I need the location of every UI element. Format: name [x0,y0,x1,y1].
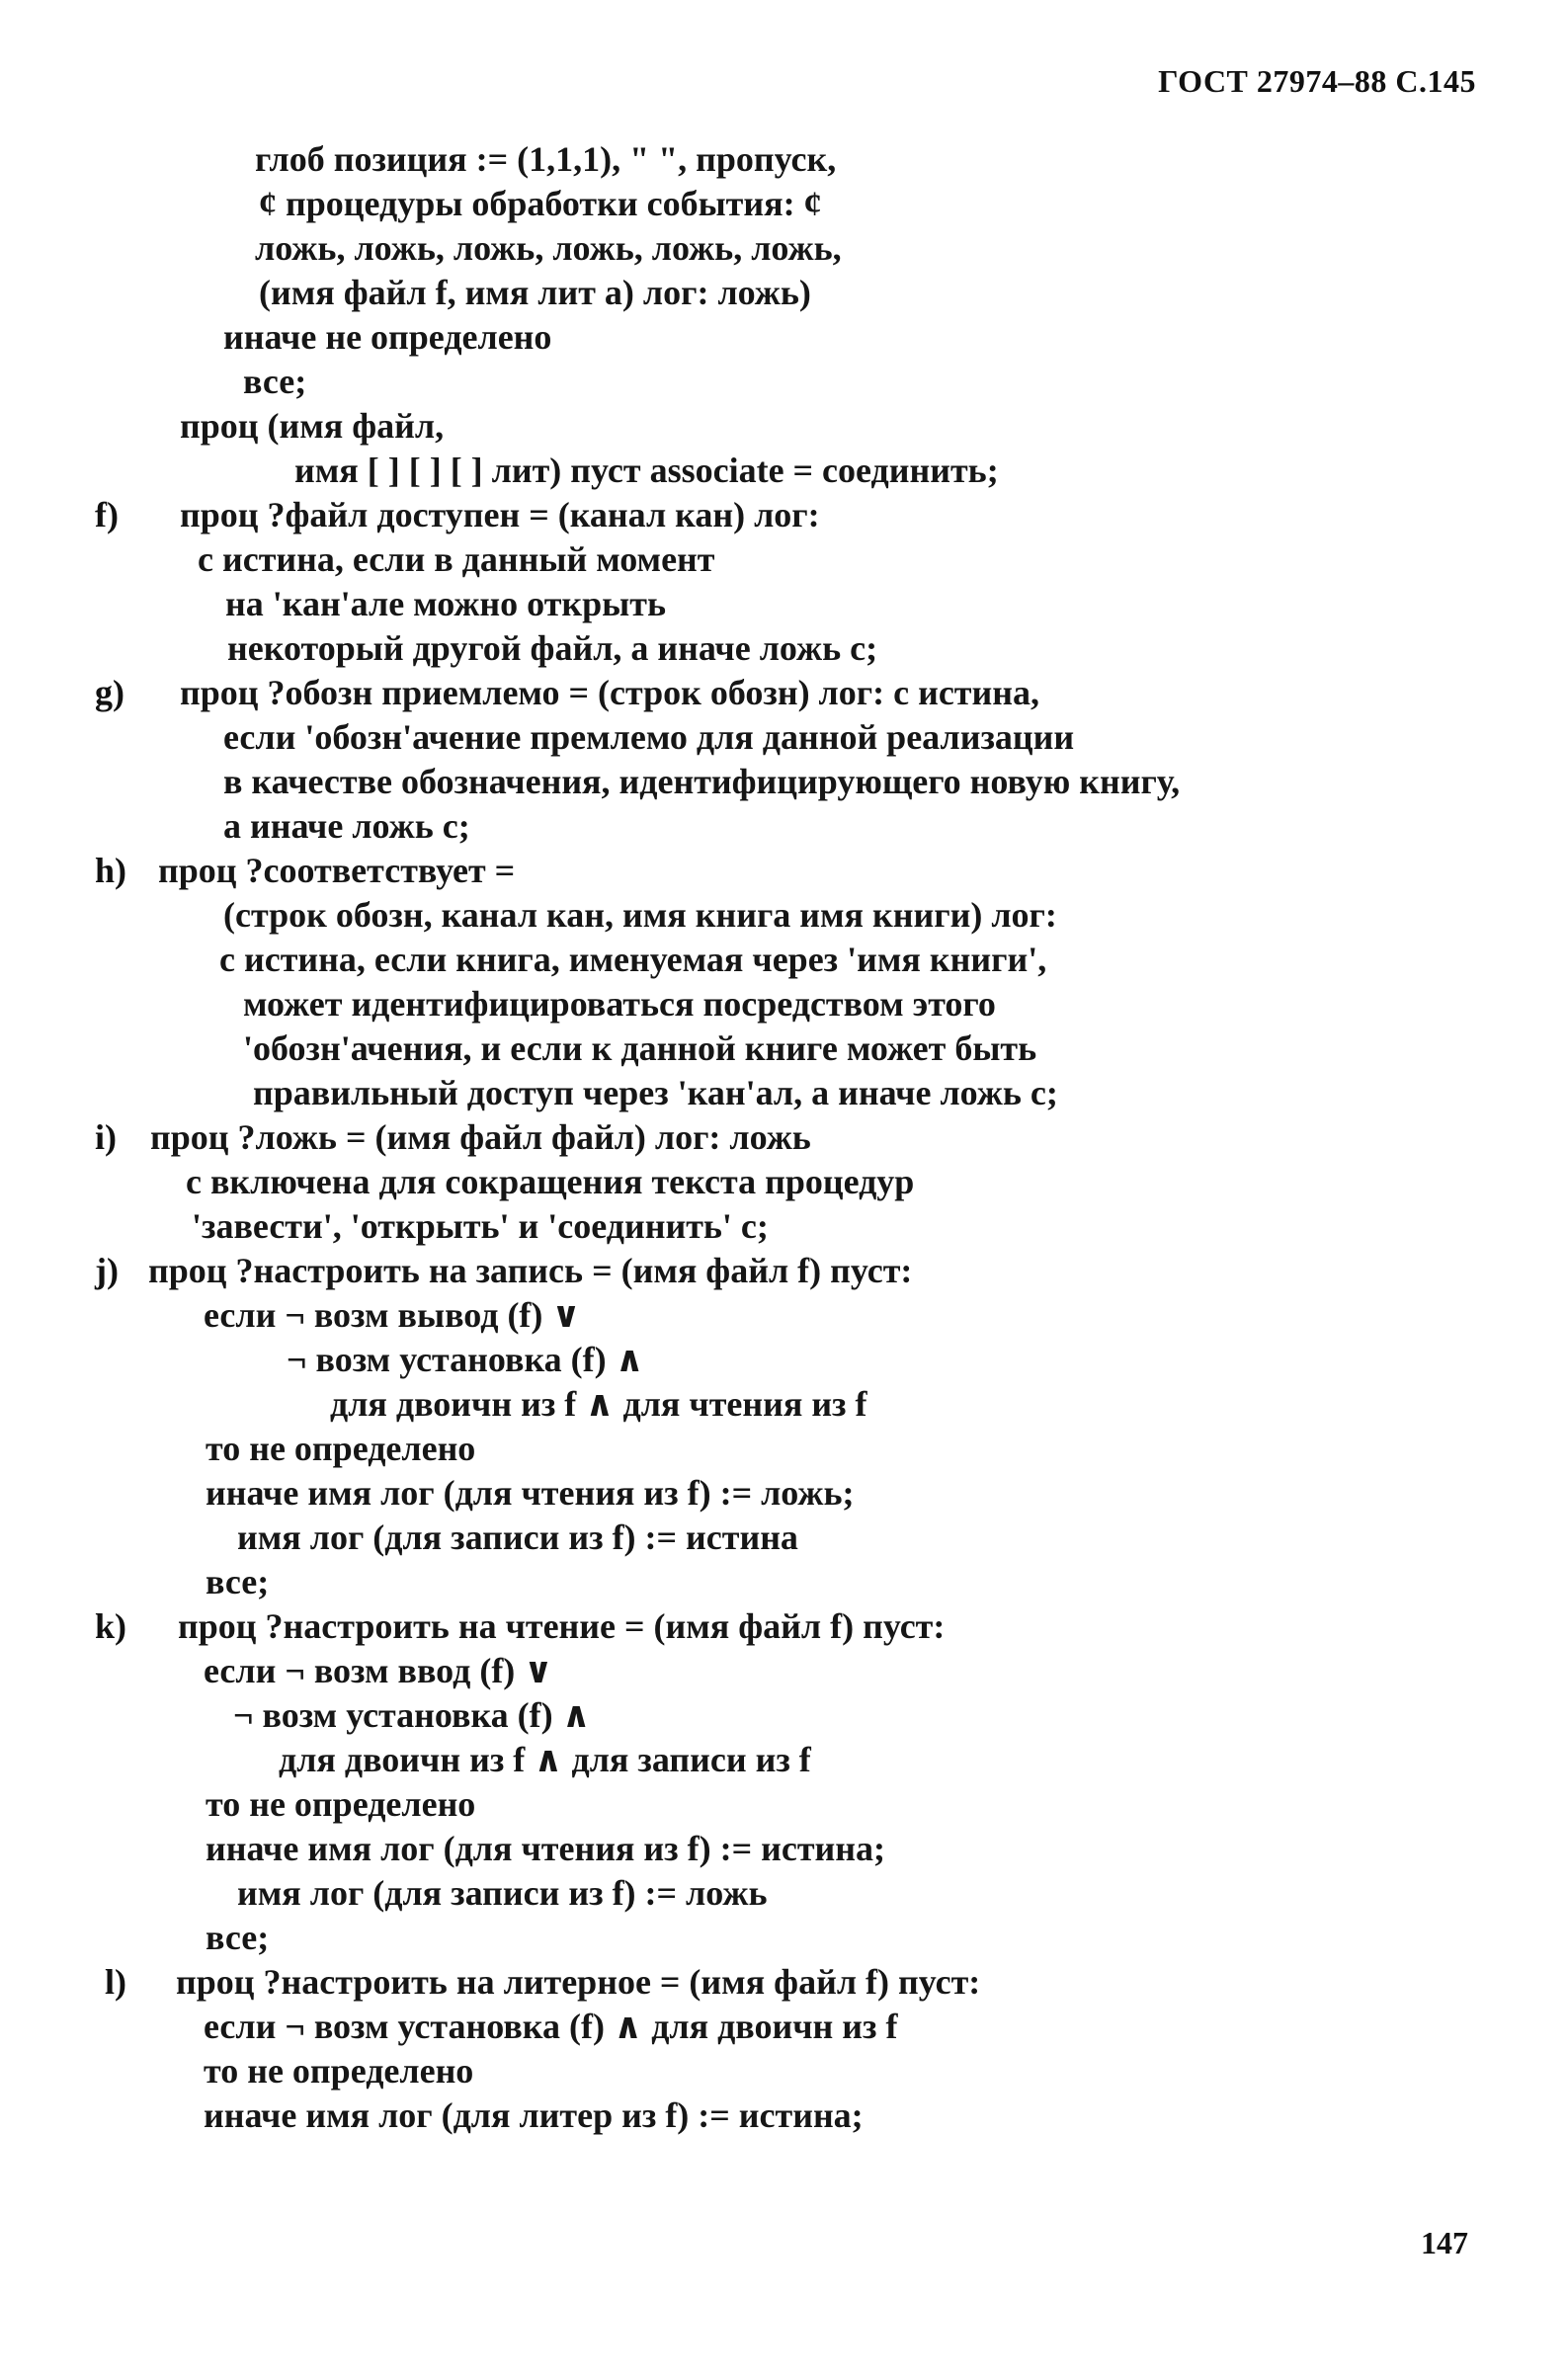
code-line: имя лог (для записи из f) := истина [237,1518,798,1557]
code-line: имя [ ] [ ] [ ] лит) пуст associate = соединить; [294,451,999,490]
code-line: проц ?настроить на запись = (имя файл f) пуст: [148,1251,913,1290]
item-marker: j) [95,1251,119,1290]
code-line: 'завести', 'открыть' и 'соединить' с; [192,1206,769,1246]
code-line: если 'обозн'ачение премлемо для данной реализации [223,717,1075,757]
code-line: если ¬ возм вывод (f) ∨ [204,1295,581,1335]
code-line: иначе имя лог (для чтения из f) := ложь; [206,1473,855,1513]
item-marker: i) [95,1117,117,1157]
code-line: имя лог (для записи из f) := ложь [237,1873,768,1913]
code-line: проц ?настроить на чтение = (имя файл f) пуст: [178,1606,946,1646]
code-line: проц ?настроить на литерное = (имя файл f) пуст: [176,1962,981,2002]
code-line: то не определено [206,1429,476,1468]
code-line: глоб позиция := (1,1,1), " ", пропуск, [255,139,837,179]
page-number: 147 [1421,2225,1468,2260]
code-line: с истина, если в данный момент [198,539,715,579]
code-line: с включена для сокращения текста процедур [186,1162,915,1201]
code-line: то не определено [204,2051,474,2091]
code-line: 'обозн'ачения, и если к данной книге может быть [243,1028,1037,1068]
code-line: проц (имя файл, [180,406,445,446]
page-header: ГОСТ 27974–88 С.145 [1158,63,1476,99]
code-line: все; [243,362,307,401]
code-line: проц ?файл доступен = (канал кан) лог: [180,495,820,534]
code-line: а иначе ложь с; [223,806,470,846]
code-line: (имя файл f, имя лит а) лог: ложь) [259,273,811,312]
code-line: ложь, ложь, ложь, ложь, ложь, ложь, [255,228,842,268]
item-marker: g) [95,673,124,712]
code-line: иначе имя лог (для чтения из f) := истина; [206,1829,885,1868]
code-line: все; [206,1918,270,1957]
item-marker: k) [95,1606,127,1646]
code-line: в качестве обозначения, идентифицирующего новую книгу, [223,762,1181,801]
code-line: для двоичн из f ∧ для записи из f [279,1740,811,1779]
code-line: ¢ процедуры обработки события: ¢ [259,184,822,223]
item-marker: l) [105,1962,126,2002]
code-line: все; [206,1562,270,1601]
code-line: иначе не определено [223,317,552,357]
code-line: может идентифицироваться посредством этого [243,984,996,1024]
code-line: (строк обозн, канал кан, имя книга имя книги) лог: [223,895,1057,935]
code-line: если ¬ возм установка (f) ∧ для двоичн из f [204,2007,898,2046]
item-marker: h) [95,851,127,890]
code-line: с истина, если книга, именуемая через 'имя книги', [219,940,1047,979]
item-marker: f) [95,495,119,534]
code-line: на 'кан'але можно открыть [225,584,666,623]
code-line: проц ?обозн приемлемо = (строк обозн) лог: с истина, [180,673,1039,712]
code-line: проц ?соответствует = [158,851,516,890]
code-line: ¬ возм установка (f) ∧ [287,1340,644,1379]
code-line: проц ?ложь = (имя файл файл) лог: ложь [150,1117,811,1157]
code-line: ¬ возм установка (f) ∧ [233,1695,591,1735]
code-line: если ¬ возм ввод (f) ∨ [204,1651,553,1690]
code-line: для двоичн из f ∧ для чтения из f [330,1384,867,1424]
code-line: правильный доступ через 'кан'ал, а иначе ложь с; [253,1073,1058,1112]
code-line: некоторый другой файл, а иначе ложь с; [227,628,878,668]
code-line: то не определено [206,1784,476,1824]
code-line: иначе имя лог (для литер из f) := истина; [204,2095,864,2135]
